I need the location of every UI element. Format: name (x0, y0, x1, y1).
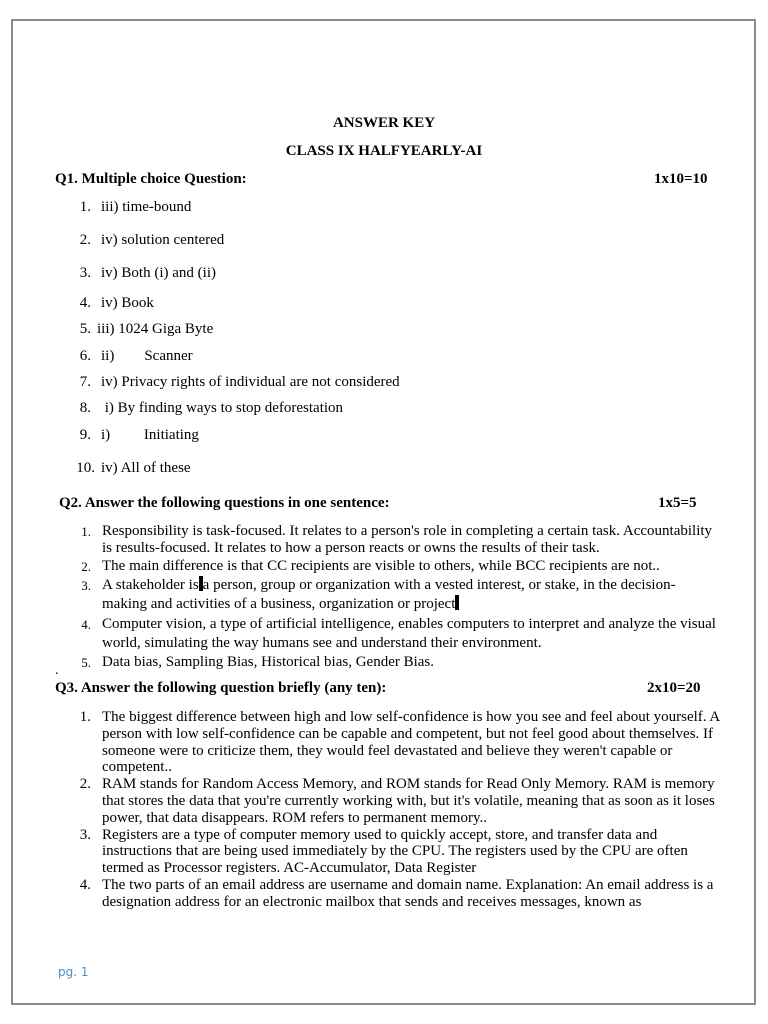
list-item-text: iii) 1024 Giga Byte (97, 321, 214, 337)
list-item-number: 1. (81, 524, 91, 539)
list-item-text: Responsibility is task-focused. It relates to a person's role in completing a certain task. Accountability is results-focused. It relates to how a person reacts or owns the results of their task. (102, 523, 713, 556)
list-item-text: Registers are a type of computer memory used to quickly accept, store, and transfer data and instructions that are being used immediately by the CPU. The registers used by the CPU are often termed as Processor registers. AC-Accumulator, Data Register (102, 826, 688, 877)
list-item-text: iv) Book (101, 295, 154, 311)
list-item-number: 2. (79, 776, 91, 793)
list-item (55, 615, 720, 653)
list-item-number: 1. (79, 709, 91, 725)
list-item-text-start: A stakeholder is (102, 577, 199, 593)
text-cursor-mark (455, 595, 459, 610)
list-item-text: iv) solution centered (101, 232, 225, 248)
list-item-number: 1. (79, 199, 91, 215)
list-item-number: 5. (79, 321, 91, 337)
q3-heading: Q3. Answer the following question briefly (any ten): (55, 680, 387, 696)
q2-marks: 1x5=5 (658, 495, 697, 511)
list-item-number: 4. (81, 617, 91, 632)
document-subtitle: CLASS IX HALFYEARLY-AI (285, 143, 483, 159)
stray-dot: . (55, 663, 59, 678)
list-item-text: ii) Scanner (101, 348, 193, 364)
list-item (55, 709, 720, 776)
list-item-number: 3. (81, 578, 91, 593)
list-item-text: The two parts of an email address are username and domain name. Explanation: An email address is a designation address for an electronic mailbox that sends and receives messages, known as (102, 876, 714, 910)
list-item (55, 654, 720, 671)
list-item-text-end: a person, group or organization with a vested interest, or stake, in the decision-making and activities of a business, organization or project (102, 577, 676, 612)
document-title: ANSWER KEY (332, 115, 436, 131)
q2-answer-list (55, 523, 720, 672)
list-item-text: iv) Privacy rights of individual are not considered (101, 374, 400, 390)
list-item (55, 576, 720, 614)
list-item-text: i) Initiating (101, 427, 199, 443)
list-item (55, 877, 720, 911)
list-item-text: iii) time-bound (101, 199, 192, 215)
q3-marks: 2x10=20 (647, 680, 701, 696)
list-item-text: iv) All of these (101, 460, 191, 476)
page-number: pg. 1 (58, 965, 89, 979)
list-item (55, 558, 720, 575)
list-item-number: 10. (76, 460, 95, 476)
q1-heading: Q1. Multiple choice Question: (55, 171, 247, 187)
list-item-text: The main difference is that CC recipients are visible to others, while BCC recipients are not.. (102, 558, 660, 574)
list-item-number: 3. (79, 265, 91, 281)
list-item-number: 3. (79, 826, 91, 843)
list-item-text: RAM stands for Random Access Memory, and ROM stands for Read Only Memory. RAM is memory that stores the data that you're currently working with, but it's volatile, meaning that as soon as it loses power, that data disappears. ROM refers to permanent memory.. (102, 776, 715, 826)
list-item-number: 4. (79, 295, 91, 311)
list-item (55, 776, 720, 826)
list-item-text: The biggest difference between high and low self-confidence is how you see and feel about yourself. A person with low self-confidence can be capable and competent, but not feel good about themselves. If someone were to criticize them, they would feel devastated and believe they weren't capable or competent.. (102, 709, 720, 776)
list-item-number: 2. (79, 232, 91, 248)
list-item (55, 827, 720, 877)
list-item-number: 2. (81, 559, 91, 574)
list-item-number: 7. (79, 374, 91, 390)
list-item-text: i) By finding ways to stop deforestation (101, 400, 344, 416)
list-item-text: Computer vision, a type of artificial intelligence, enables computers to interpret and analyze the visual world, simulating the way humans see and understand their environment. (102, 616, 716, 651)
list-item-number: 9. (79, 427, 91, 443)
q2-heading: Q2. Answer the following questions in one sentence: (59, 495, 390, 511)
list-item-text: Data bias, Sampling Bias, Historical bias, Gender Bias. (102, 654, 435, 670)
q1-marks: 1x10=10 (654, 171, 708, 187)
q3-answer-list (55, 709, 720, 911)
list-item-number: 8. (79, 400, 91, 416)
list-item-text: iv) Both (i) and (ii) (101, 265, 216, 281)
list-item-number: 4. (79, 876, 91, 893)
list-item-number: 5. (81, 655, 91, 670)
list-item (55, 523, 720, 557)
list-item-number: 6. (79, 348, 91, 364)
